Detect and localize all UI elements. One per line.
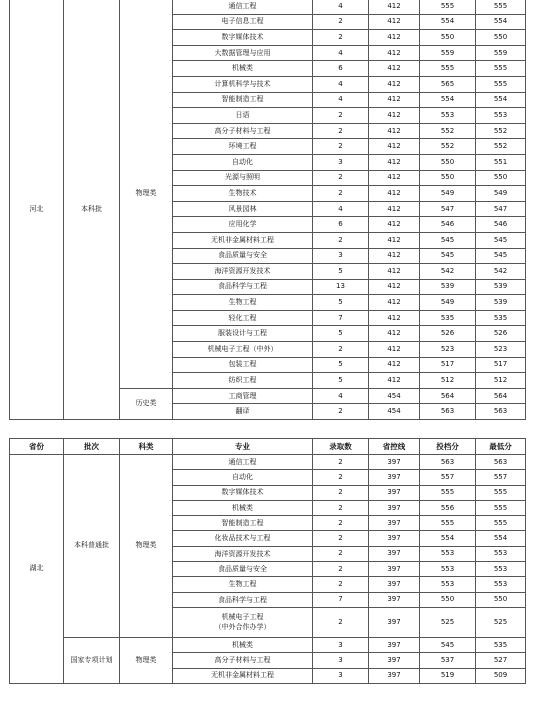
major-cell: 海洋资源开发技术 <box>173 264 313 280</box>
major-cell: 无机非金属材料工程 <box>173 668 313 683</box>
control-line-cell: 397 <box>369 546 420 561</box>
control-line-cell: 412 <box>369 61 420 77</box>
major-cell: 大数据管理与应用 <box>173 45 313 61</box>
control-line-cell: 412 <box>369 123 420 139</box>
control-line-cell: 397 <box>369 455 420 470</box>
min-score-cell: 553 <box>476 577 526 592</box>
column-header: 省份 <box>10 439 64 455</box>
filing-score-cell: 565 <box>420 76 476 92</box>
province-cell: 湖北 <box>10 455 64 684</box>
filing-score-cell: 545 <box>420 248 476 264</box>
subject-cell: 物理类 <box>120 637 173 683</box>
major-cell: 生物技术 <box>173 186 313 202</box>
control-line-cell: 397 <box>369 562 420 577</box>
count-cell: 3 <box>313 154 369 170</box>
filing-score-cell: 545 <box>420 232 476 248</box>
control-line-cell: 412 <box>369 14 420 30</box>
count-cell: 6 <box>313 217 369 233</box>
major-cell: 高分子材料与工程 <box>173 653 313 668</box>
major-cell: 日语 <box>173 108 313 124</box>
major-cell: 食品质量与安全 <box>173 562 313 577</box>
min-score-cell: 554 <box>476 14 526 30</box>
filing-score-cell: 563 <box>420 404 476 420</box>
count-cell: 2 <box>313 577 369 592</box>
major-cell: 海洋资源开发技术 <box>173 546 313 561</box>
control-line-cell: 397 <box>369 607 420 637</box>
count-cell: 5 <box>313 357 369 373</box>
major-cell: 轻化工程 <box>173 310 313 326</box>
major-cell: 风景园林 <box>173 201 313 217</box>
min-score-cell: 553 <box>476 562 526 577</box>
control-line-cell: 412 <box>369 373 420 389</box>
column-header: 科类 <box>120 439 173 455</box>
filing-score-cell: 554 <box>420 531 476 546</box>
min-score-cell: 557 <box>476 470 526 485</box>
min-score-cell: 553 <box>476 546 526 561</box>
min-score-cell: 554 <box>476 531 526 546</box>
min-score-cell: 563 <box>476 404 526 420</box>
count-cell: 5 <box>313 264 369 280</box>
filing-score-cell: 555 <box>420 0 476 14</box>
min-score-cell: 545 <box>476 232 526 248</box>
major-cell: 自动化 <box>173 470 313 485</box>
filing-score-cell: 519 <box>420 668 476 683</box>
column-header: 最低分 <box>476 439 526 455</box>
filing-score-cell: 554 <box>420 14 476 30</box>
count-cell: 2 <box>313 108 369 124</box>
min-score-cell: 553 <box>476 108 526 124</box>
control-line-cell: 412 <box>369 217 420 233</box>
control-line-cell: 397 <box>369 531 420 546</box>
count-cell: 2 <box>313 342 369 358</box>
min-score-cell: 523 <box>476 342 526 358</box>
count-cell: 2 <box>313 170 369 186</box>
count-cell: 2 <box>313 516 369 531</box>
min-score-cell: 549 <box>476 186 526 202</box>
min-score-cell: 564 <box>476 388 526 404</box>
min-score-cell: 559 <box>476 45 526 61</box>
control-line-cell: 412 <box>369 310 420 326</box>
major-cell: 数字媒体技术 <box>173 30 313 46</box>
control-line-cell: 454 <box>369 388 420 404</box>
filing-score-cell: 535 <box>420 310 476 326</box>
major-cell: 工商管理 <box>173 388 313 404</box>
count-cell: 2 <box>313 546 369 561</box>
control-line-cell: 412 <box>369 30 420 46</box>
min-score-cell: 525 <box>476 607 526 637</box>
filing-score-cell: 550 <box>420 154 476 170</box>
filing-score-cell: 556 <box>420 500 476 515</box>
control-line-cell: 412 <box>369 326 420 342</box>
count-cell: 2 <box>313 30 369 46</box>
control-line-cell: 397 <box>369 668 420 683</box>
batch-cell: 国家专项计划 <box>64 637 120 683</box>
major-cell: 食品科学与工程 <box>173 592 313 607</box>
major-cell: 通信工程 <box>173 0 313 14</box>
major-cell: 纺织工程 <box>173 373 313 389</box>
filing-score-cell: 547 <box>420 201 476 217</box>
table-row <box>10 637 526 652</box>
column-header: 省控线 <box>369 439 420 455</box>
count-cell: 3 <box>313 248 369 264</box>
min-score-cell: 555 <box>476 0 526 14</box>
control-line-cell: 397 <box>369 592 420 607</box>
filing-score-cell: 526 <box>420 326 476 342</box>
filing-score-cell: 552 <box>420 139 476 155</box>
min-score-cell: 526 <box>476 326 526 342</box>
min-score-cell: 539 <box>476 279 526 295</box>
control-line-cell: 454 <box>369 404 420 420</box>
control-line-cell: 412 <box>369 76 420 92</box>
min-score-cell: 512 <box>476 373 526 389</box>
count-cell: 2 <box>313 607 369 637</box>
count-cell: 5 <box>313 326 369 342</box>
filing-score-cell: 525 <box>420 607 476 637</box>
major-cell: 无机非金属材料工程 <box>173 232 313 248</box>
count-cell: 2 <box>313 455 369 470</box>
major-cell: 智能制造工程 <box>173 92 313 108</box>
major-cell: 高分子材料与工程 <box>173 123 313 139</box>
control-line-cell: 412 <box>369 45 420 61</box>
major-cell: 机械电子工程（中外） <box>173 342 313 358</box>
major-cell: 智能制造工程 <box>173 516 313 531</box>
count-cell: 2 <box>313 500 369 515</box>
control-line-cell: 412 <box>369 186 420 202</box>
count-cell: 2 <box>313 232 369 248</box>
filing-score-cell: 512 <box>420 373 476 389</box>
major-cell: 包装工程 <box>173 357 313 373</box>
filing-score-cell: 553 <box>420 577 476 592</box>
count-cell: 5 <box>313 295 369 311</box>
count-cell: 4 <box>313 201 369 217</box>
subject-cell: 物理类 <box>120 455 173 638</box>
min-score-cell: 563 <box>476 455 526 470</box>
table-row <box>10 0 526 14</box>
min-score-cell: 545 <box>476 248 526 264</box>
min-score-cell: 555 <box>476 516 526 531</box>
min-score-cell: 555 <box>476 500 526 515</box>
count-cell: 3 <box>313 637 369 652</box>
control-line-cell: 412 <box>369 264 420 280</box>
min-score-cell: 527 <box>476 653 526 668</box>
filing-score-cell: 523 <box>420 342 476 358</box>
control-line-cell: 397 <box>369 653 420 668</box>
filing-score-cell: 564 <box>420 388 476 404</box>
filing-score-cell: 545 <box>420 637 476 652</box>
major-cell: 生物工程 <box>173 577 313 592</box>
filing-score-cell: 553 <box>420 546 476 561</box>
major-cell: 服装设计与工程 <box>173 326 313 342</box>
subject-cell: 历史类 <box>120 388 173 419</box>
control-line-cell: 397 <box>369 637 420 652</box>
count-cell: 2 <box>313 14 369 30</box>
min-score-cell: 550 <box>476 170 526 186</box>
table-hubei <box>9 438 526 684</box>
control-line-cell: 412 <box>369 154 420 170</box>
control-line-cell: 412 <box>369 92 420 108</box>
filing-score-cell: 563 <box>420 455 476 470</box>
min-score-cell: 509 <box>476 668 526 683</box>
min-score-cell: 554 <box>476 92 526 108</box>
min-score-cell: 555 <box>476 61 526 77</box>
control-line-cell: 397 <box>369 470 420 485</box>
major-cell: 数字媒体技术 <box>173 485 313 500</box>
control-line-cell: 397 <box>369 485 420 500</box>
count-cell: 5 <box>313 373 369 389</box>
major-cell: 电子信息工程 <box>173 14 313 30</box>
filing-score-cell: 557 <box>420 470 476 485</box>
min-score-cell: 555 <box>476 485 526 500</box>
column-header: 批次 <box>64 439 120 455</box>
min-score-cell: 552 <box>476 123 526 139</box>
major-cell: 化妆品技术与工程 <box>173 531 313 546</box>
batch-cell: 本科批 <box>64 0 120 420</box>
filing-score-cell: 555 <box>420 485 476 500</box>
table-row <box>10 455 526 470</box>
control-line-cell: 412 <box>369 295 420 311</box>
major-cell: 机械电子工程 （中外合作办学） <box>173 607 313 637</box>
major-cell: 应用化学 <box>173 217 313 233</box>
major-cell: 机械类 <box>173 637 313 652</box>
control-line-cell: 412 <box>369 342 420 358</box>
filing-score-cell: 517 <box>420 357 476 373</box>
count-cell: 2 <box>313 531 369 546</box>
filing-score-cell: 553 <box>420 108 476 124</box>
province-cell: 河北 <box>10 0 64 420</box>
count-cell: 4 <box>313 388 369 404</box>
count-cell: 6 <box>313 61 369 77</box>
min-score-cell: 546 <box>476 217 526 233</box>
column-header: 专业 <box>173 439 313 455</box>
filing-score-cell: 550 <box>420 30 476 46</box>
filing-score-cell: 559 <box>420 45 476 61</box>
min-score-cell: 552 <box>476 139 526 155</box>
filing-score-cell: 554 <box>420 92 476 108</box>
filing-score-cell: 539 <box>420 279 476 295</box>
control-line-cell: 412 <box>369 0 420 14</box>
major-cell: 自动化 <box>173 154 313 170</box>
control-line-cell: 412 <box>369 248 420 264</box>
count-cell: 4 <box>313 45 369 61</box>
filing-score-cell: 550 <box>420 592 476 607</box>
major-cell: 环境工程 <box>173 139 313 155</box>
batch-cell: 本科普通批 <box>64 455 120 638</box>
control-line-cell: 412 <box>369 108 420 124</box>
count-cell: 2 <box>313 139 369 155</box>
filing-score-cell: 550 <box>420 170 476 186</box>
control-line-cell: 412 <box>369 357 420 373</box>
count-cell: 2 <box>313 186 369 202</box>
min-score-cell: 539 <box>476 295 526 311</box>
column-header: 投档分 <box>420 439 476 455</box>
count-cell: 2 <box>313 470 369 485</box>
subject-cell: 物理类 <box>120 0 173 388</box>
min-score-cell: 542 <box>476 264 526 280</box>
min-score-cell: 550 <box>476 592 526 607</box>
major-cell: 光源与照明 <box>173 170 313 186</box>
filing-score-cell: 553 <box>420 562 476 577</box>
major-cell: 食品科学与工程 <box>173 279 313 295</box>
min-score-cell: 535 <box>476 637 526 652</box>
count-cell: 4 <box>313 0 369 14</box>
control-line-cell: 397 <box>369 500 420 515</box>
control-line-cell: 412 <box>369 139 420 155</box>
major-cell: 机械类 <box>173 500 313 515</box>
header-row <box>10 439 526 455</box>
count-cell: 3 <box>313 653 369 668</box>
filing-score-cell: 542 <box>420 264 476 280</box>
count-cell: 2 <box>313 562 369 577</box>
control-line-cell: 412 <box>369 232 420 248</box>
min-score-cell: 555 <box>476 76 526 92</box>
count-cell: 2 <box>313 123 369 139</box>
major-cell: 机械类 <box>173 61 313 77</box>
major-cell: 通信工程 <box>173 455 313 470</box>
filing-score-cell: 549 <box>420 186 476 202</box>
count-cell: 4 <box>313 76 369 92</box>
filing-score-cell: 552 <box>420 123 476 139</box>
count-cell: 2 <box>313 485 369 500</box>
filing-score-cell: 549 <box>420 295 476 311</box>
count-cell: 4 <box>313 92 369 108</box>
min-score-cell: 517 <box>476 357 526 373</box>
count-cell: 13 <box>313 279 369 295</box>
column-header: 录取数 <box>313 439 369 455</box>
table-hebei <box>9 0 526 420</box>
filing-score-cell: 555 <box>420 61 476 77</box>
count-cell: 7 <box>313 310 369 326</box>
control-line-cell: 397 <box>369 577 420 592</box>
control-line-cell: 412 <box>369 279 420 295</box>
count-cell: 3 <box>313 668 369 683</box>
major-cell: 计算机科学与技术 <box>173 76 313 92</box>
major-cell: 翻译 <box>173 404 313 420</box>
min-score-cell: 550 <box>476 30 526 46</box>
control-line-cell: 412 <box>369 170 420 186</box>
filing-score-cell: 555 <box>420 516 476 531</box>
control-line-cell: 412 <box>369 201 420 217</box>
min-score-cell: 535 <box>476 310 526 326</box>
major-cell: 食品质量与安全 <box>173 248 313 264</box>
min-score-cell: 547 <box>476 201 526 217</box>
filing-score-cell: 546 <box>420 217 476 233</box>
filing-score-cell: 537 <box>420 653 476 668</box>
count-cell: 7 <box>313 592 369 607</box>
major-cell: 生物工程 <box>173 295 313 311</box>
control-line-cell: 397 <box>369 516 420 531</box>
count-cell: 2 <box>313 404 369 420</box>
min-score-cell: 551 <box>476 154 526 170</box>
